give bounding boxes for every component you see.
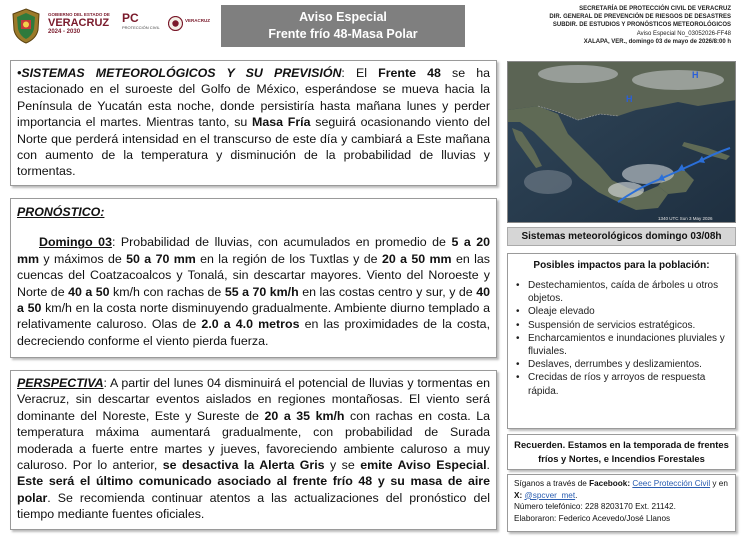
bulletin-number: Aviso Especial No_03052026-FF48 xyxy=(636,30,731,37)
agency-line-1: SECRETARÍA DE PROTECCIÓN CIVIL DE VERACRUZ xyxy=(579,6,731,12)
svg-text:H: H xyxy=(692,70,699,80)
map-caption: Sistemas meteorológicos domingo 03/08h xyxy=(507,227,736,246)
satellite-map xyxy=(507,61,736,223)
bulletin-title xyxy=(221,5,465,47)
agency-line-3: SUBDIR. DE ESTUDIOS Y PRONÓSTICOS METEOROLÓGICOS xyxy=(552,22,731,29)
phone-number: Número telefónico: 228 8203170 Ext. 21142. xyxy=(514,502,676,512)
impacts-section xyxy=(507,253,736,429)
impact-item: • Suspensión de servicios estratégicos. xyxy=(516,319,727,332)
seal-icon xyxy=(168,16,183,31)
veracruz-shield-icon xyxy=(10,8,42,44)
title-line-1: Aviso Especial xyxy=(299,10,387,24)
title-line-2: Frente frío 48-Masa Polar xyxy=(268,27,418,41)
contact-section xyxy=(507,474,736,532)
impact-item: • Destechamientos, caída de árboles u otros objetos. xyxy=(516,279,727,305)
social-line: Síganos a través de Facebook: Ceec Protección Civil y en X: @spcver_met. xyxy=(514,479,728,500)
impact-item: • Crecidas de ríos y arroyos de respuesta rápida. xyxy=(516,371,727,397)
pronostico-body: Domingo 03: Probabilidad de lluvias, con acumulados en promedio de 5 a 20 mm y máximos de 50 a 70 mm en la región de los Tuxtlas y de 20 a 50 mm en las cuencas del Coatzacoalcos y Tonalá, sin descartar mayores. Viento del Noroeste y Norte de 40 a 50 km/h con rachas de 55 a 70 km/h en las costas centro y sur, y de 40 a 50 km/h en la costa norte disminuyendo gradualmente. Ambiente diurno templado a relativamente caluroso. Olas de 2.0 a 4.0 metros en las proximidades de la costa, decreciendo conforme el viento pierda fuerza. xyxy=(17,235,491,348)
impact-item: • Oleaje elevado xyxy=(516,305,727,318)
pronostico-section xyxy=(10,198,497,358)
pronostico-label: PRONÓSTICO: xyxy=(17,205,105,219)
sistemas-label: •SISTEMAS METEOROLÓGICOS Y SU PREVISIÓN xyxy=(17,66,342,80)
impacts-title: Posibles impactos para la población: xyxy=(533,260,710,271)
map-timestamp: 1340 UTC Sun 3 May 2026 xyxy=(658,216,713,221)
proteccion-civil-logo: PC PROTECCIÓN CIVIL xyxy=(122,11,160,30)
authors: Elaboraron: Federico Acevedo/José Llanos xyxy=(514,513,671,523)
forecast-day: Domingo 03 xyxy=(39,235,112,250)
x-link[interactable]: @spcver_met xyxy=(524,490,576,500)
perspectiva-label: PERSPECTIVA xyxy=(17,376,104,390)
satellite-map-image xyxy=(508,62,736,223)
veracruz-government-logo: GOBIERNO DEL ESTADO DE VERACRUZ 2024 - 2030 xyxy=(48,12,110,35)
svg-text:H: H xyxy=(626,94,633,104)
bulletin-date: XALAPA, VER., domingo 03 de mayo de 2026/8:00 h xyxy=(583,38,731,45)
perspectiva-section: PERSPECTIVA: A partir del lunes 04 disminuirá el potencial de lluvias y tormentas en Veracruz, sin descartar eventos aislados en regiones montañosas. El viento será dominante del Noreste, Este y Sureste de 20 a 35 km/h con rachas en costa. La temperatura máxima aumentará gradualmente, con probabilidad de Surada moderada a fuerte entre martes y jueves, favoreciendo ambiente caluroso a muy caluroso. Por lo anterior, se desactiva la Alerta Gris y se emite Aviso Especial. Este será el último comunicado asociado al frente frío 48 y su masa de aire polar. Se recomienda continuar atentos a las actualizaciones del pronóstico del tiempo mediante fuentes oficiales. xyxy=(10,370,497,530)
season-reminder: Recuerden. Estamos en la temporada de frentes fríos y Nortes, e Incendios Forestales xyxy=(507,434,736,470)
sistemas-section: •SISTEMAS METEOROLÓGICOS Y SU PREVISIÓN: El Frente 48 se ha estacionado en el suroeste del Golfo de México, esperándose se mueva hacia la Península de Yucatán esta noche, donde persistiría hasta mañana lunes y perder importancia el martes. Mientras tanto, su Masa Fría seguirá ocasionando viento del Norte que perderá intensidad en el transcurso de este día y cambiará a Este mañana con aumento de la temperatura y disminución de la probabilidad de lluvias y tormentas. xyxy=(10,60,497,186)
impacts-list xyxy=(516,279,727,398)
agency-line-2: DIR. GENERAL DE PREVENCIÓN DE RIESGOS DE DESASTRES xyxy=(549,14,731,21)
impact-item: • Encharcamientos e inundaciones pluviales y fluviales. xyxy=(516,332,727,358)
veracruz-seal-logo: VERACRUZ xyxy=(168,13,216,41)
facebook-link[interactable]: Ceec Protección Civil xyxy=(632,479,711,488)
header-logos xyxy=(10,8,215,44)
impact-item: • Deslaves, derrumbes y deslizamientos. xyxy=(516,358,727,371)
agency-header xyxy=(461,5,731,46)
